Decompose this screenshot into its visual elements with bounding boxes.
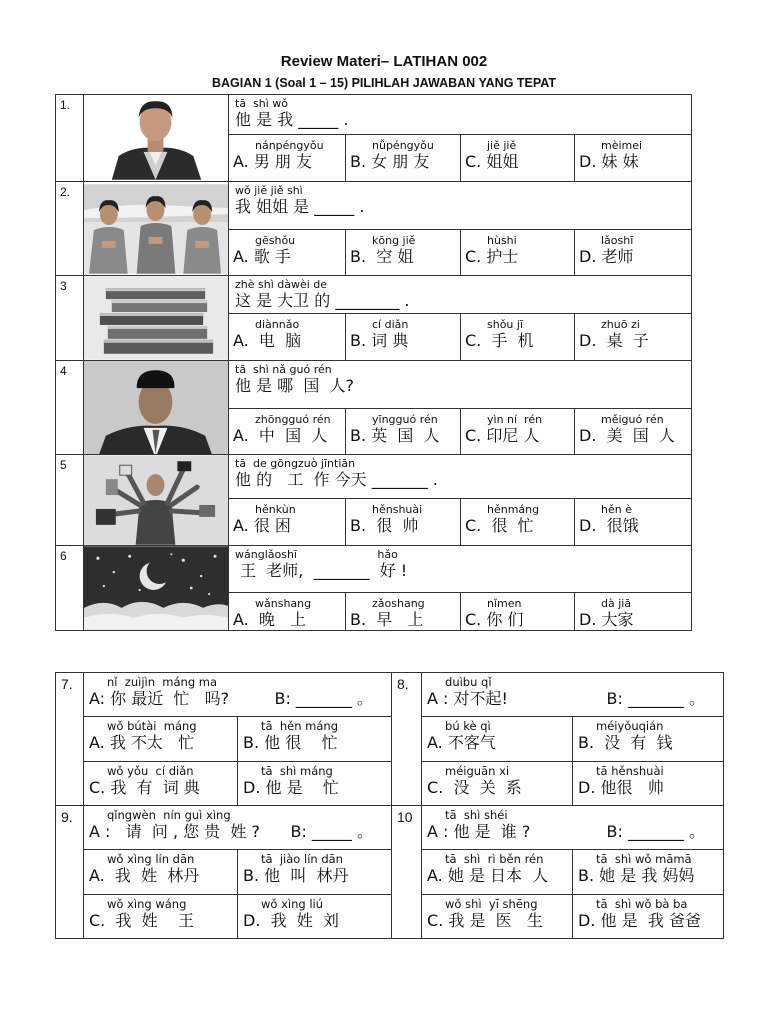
- options-row: [56, 762, 724, 806]
- answer-option[interactable]: [575, 229, 692, 276]
- man-portrait-image: [84, 95, 228, 181]
- option-hanzi: C. 我 姓 王: [89, 911, 194, 930]
- option-pinyin: hěn è: [601, 503, 632, 517]
- option-pinyin: zhuō zi: [601, 318, 640, 332]
- option-hanzi: C. 手 机: [465, 331, 534, 351]
- question-image: [84, 546, 229, 631]
- question-number: 3: [56, 276, 84, 361]
- option-pinyin: méiyǒuqián: [596, 719, 664, 733]
- flight-attendants-image: [84, 182, 228, 275]
- option-pinyin: méiguān xi: [445, 764, 510, 778]
- answer-option[interactable]: [84, 717, 238, 762]
- answer-option[interactable]: [238, 717, 392, 762]
- question-image: [84, 276, 229, 361]
- question-prompt: [229, 546, 692, 593]
- option-hanzi: D. 他 是 忙: [243, 778, 339, 797]
- answer-option[interactable]: [84, 895, 238, 939]
- option-pinyin: nánpéngyǒu: [255, 139, 324, 153]
- option-hanzi: A. 男 朋 友: [233, 152, 313, 172]
- option-pinyin: měiguó rén: [601, 412, 664, 426]
- answer-option[interactable]: [573, 895, 724, 939]
- question-pinyin: nǐ zuìjìn máng ma: [107, 675, 218, 689]
- option-hanzi: C. 你 们: [465, 609, 524, 629]
- question-pinyin: tā de gōngzuò jīntiān: [235, 457, 356, 470]
- speaker-a-line: A : 对不起!: [427, 689, 508, 708]
- option-pinyin: tā shì máng: [261, 764, 333, 778]
- question-hanzi: 我 姐姐 是 _____ .: [235, 197, 365, 216]
- question-number: 2.: [56, 182, 84, 276]
- option-hanzi: D. 他 是 我 爸爸: [578, 911, 701, 930]
- answer-option[interactable]: [346, 314, 461, 361]
- option-pinyin: zǎoshang: [372, 596, 425, 610]
- option-pinyin: zhōngguó rén: [255, 412, 331, 426]
- question-number: 7.: [56, 673, 84, 806]
- answer-option[interactable]: [84, 762, 238, 806]
- option-pinyin: tā shì wǒ bà ba: [596, 897, 688, 911]
- question-pinyin: wánglǎoshī hǎo: [235, 548, 398, 561]
- questions-table-part1: [55, 94, 692, 631]
- question-row: [56, 546, 692, 593]
- question-hanzi: 王 老师, _______ 好 !: [235, 561, 408, 580]
- answer-option[interactable]: [238, 850, 392, 895]
- answer-option[interactable]: [346, 499, 461, 546]
- answer-option[interactable]: [346, 408, 461, 455]
- option-hanzi: D. 老师: [579, 246, 634, 266]
- question-number: 5: [56, 455, 84, 546]
- option-pinyin: hùshi: [487, 233, 517, 247]
- option-hanzi: B. 他 很 忙: [243, 733, 338, 752]
- answer-option[interactable]: [575, 408, 692, 455]
- option-hanzi: B. 词 典: [350, 331, 409, 351]
- answer-option[interactable]: [422, 850, 573, 895]
- option-hanzi: D. 大家: [579, 609, 634, 629]
- option-hanzi: B. 空 姐: [350, 246, 414, 266]
- question-number: 10: [392, 806, 422, 939]
- question-pinyin: tā shì wǒ: [235, 97, 289, 110]
- option-pinyin: tā shì wǒ māmā: [596, 852, 692, 866]
- answer-option[interactable]: [573, 717, 724, 762]
- answer-option[interactable]: [575, 592, 692, 630]
- option-pinyin: wǒ yǒu cí diǎn: [107, 764, 194, 778]
- option-pinyin: nǐmen: [487, 596, 522, 610]
- option-hanzi: D. 他很 帅: [578, 778, 664, 797]
- option-hanzi: D. 妹 妹: [579, 152, 639, 172]
- question-pinyin: tā shì shéi: [445, 808, 508, 822]
- options-row: [56, 850, 724, 895]
- option-pinyin: yīngguó rén: [372, 412, 438, 426]
- dialog-prompt: [84, 673, 392, 717]
- question-row: [56, 806, 724, 850]
- option-hanzi: A. 我 不太 忙: [89, 733, 195, 752]
- option-pinyin: wǒ xìng liú: [261, 897, 324, 911]
- option-hanzi: C. 护士: [465, 246, 519, 266]
- option-pinyin: kōng jiě: [372, 233, 416, 247]
- option-pinyin: lǎoshī: [601, 233, 634, 247]
- answer-option[interactable]: [461, 408, 575, 455]
- answer-option[interactable]: [346, 229, 461, 276]
- answer-option[interactable]: [461, 314, 575, 361]
- answer-option[interactable]: [461, 135, 575, 182]
- answer-option[interactable]: [346, 135, 461, 182]
- dialog-prompt: [422, 673, 724, 717]
- option-pinyin: hěnshuài: [372, 503, 423, 517]
- question-prompt: [229, 455, 692, 499]
- questions-table-part2: [55, 672, 724, 939]
- speaker-a-line: A: 你 最近 忙 吗?: [89, 689, 230, 708]
- option-pinyin: jiě jiě: [487, 139, 517, 153]
- answer-option[interactable]: [461, 592, 575, 630]
- answer-option[interactable]: [575, 314, 692, 361]
- question-image: [84, 182, 229, 276]
- dialog-prompt: [84, 806, 392, 850]
- option-pinyin: wǒ xìng wáng: [107, 897, 187, 911]
- option-pinyin: wǒ xìng lín dān: [107, 852, 195, 866]
- option-pinyin: shǒu jī: [487, 318, 524, 332]
- option-hanzi: B. 早 上: [350, 609, 424, 629]
- question-pinyin: duìbu qǐ: [445, 675, 492, 689]
- option-pinyin: tā hěn máng: [261, 719, 339, 733]
- question-pinyin: wǒ jiě jiě shì: [235, 184, 303, 197]
- question-row: [56, 673, 724, 717]
- answer-option[interactable]: [229, 314, 346, 361]
- page-title: Review Materi– LATIHAN 002: [280, 53, 488, 70]
- answer-option[interactable]: [229, 229, 346, 276]
- option-pinyin: yìn ní rén: [487, 412, 543, 426]
- option-pinyin: hěnkùn: [255, 503, 296, 517]
- option-hanzi: C. 印尼 人: [465, 425, 540, 445]
- question-image: [84, 95, 229, 182]
- option-hanzi: A. 中 国 人: [233, 425, 328, 445]
- option-pinyin: hěnmáng: [487, 503, 540, 517]
- option-hanzi: A. 我 姓 林丹: [89, 866, 200, 885]
- option-hanzi: D. 桌 子: [579, 331, 649, 351]
- option-hanzi: C. 没 关 系: [427, 778, 522, 797]
- answer-option[interactable]: [229, 592, 346, 630]
- option-pinyin: gēshǒu: [255, 233, 296, 247]
- answer-option[interactable]: [573, 762, 724, 806]
- option-hanzi: A. 晚 上: [233, 609, 307, 629]
- answer-option[interactable]: [573, 850, 724, 895]
- answer-option[interactable]: [575, 135, 692, 182]
- option-hanzi: B. 没 有 钱: [578, 733, 673, 752]
- question-number: 8.: [392, 673, 422, 806]
- answer-option[interactable]: [422, 895, 573, 939]
- question-number: 9.: [56, 806, 84, 939]
- option-pinyin: diànnǎo: [255, 318, 300, 332]
- answer-option[interactable]: [346, 592, 461, 630]
- dialog-prompt: [422, 806, 724, 850]
- option-pinyin: dà jiā: [601, 596, 632, 610]
- question-row: [56, 276, 692, 314]
- section-heading: BAGIAN 1 (Soal 1 – 15) PILIHLAH JAWABAN YANG TEPAT: [211, 76, 557, 90]
- speaker-b-blank: B: _______ 。: [606, 822, 706, 841]
- option-pinyin: wǒ shì yī shēng: [445, 897, 538, 911]
- option-pinyin: mèimei: [601, 139, 643, 153]
- stack-of-books-image: [84, 276, 228, 360]
- question-prompt: [229, 182, 692, 230]
- question-number: 1.: [56, 95, 84, 182]
- option-pinyin: tā hěnshuài: [596, 764, 664, 778]
- options-row: [56, 895, 724, 939]
- question-prompt: [229, 95, 692, 135]
- answer-option[interactable]: [229, 408, 346, 455]
- option-hanzi: B. 她 是 我 妈妈: [578, 866, 695, 885]
- option-pinyin: bú kè qì: [445, 719, 491, 733]
- option-hanzi: B. 英 国 人: [350, 425, 440, 445]
- option-pinyin: cí diǎn: [372, 318, 409, 332]
- question-hanzi: 他 是 哪 国 人?: [235, 376, 355, 395]
- option-hanzi: D. 美 国 人: [579, 425, 675, 445]
- option-hanzi: A. 电 脑: [233, 331, 302, 351]
- option-pinyin: tā shì rì běn rén: [445, 852, 544, 866]
- answer-option[interactable]: [84, 850, 238, 895]
- option-pinyin: wǎnshang: [255, 596, 312, 610]
- speaker-b-blank: B: _____ 。: [290, 822, 374, 841]
- options-row: [56, 717, 724, 762]
- option-hanzi: D. 我 姓 刘: [243, 911, 339, 930]
- option-hanzi: B. 很 帅: [350, 516, 419, 536]
- option-hanzi: A. 歌 手: [233, 246, 291, 266]
- busy-businessman-image: [84, 455, 228, 545]
- speaker-b-blank: B: _______ 。: [606, 689, 706, 708]
- answer-option[interactable]: [238, 762, 392, 806]
- option-hanzi: B. 他 叫 林丹: [243, 866, 349, 885]
- question-row: [56, 455, 692, 499]
- question-hanzi: 他 的 工 作 今天 _______ .: [235, 470, 438, 489]
- option-hanzi: D. 很饿: [579, 516, 639, 536]
- answer-option[interactable]: [229, 135, 346, 182]
- option-pinyin: nǚpéngyǒu: [372, 139, 434, 153]
- answer-option[interactable]: [575, 499, 692, 546]
- question-row: [56, 361, 692, 409]
- option-hanzi: A. 她 是 日本 人: [427, 866, 549, 885]
- answer-option[interactable]: [461, 229, 575, 276]
- answer-option[interactable]: [422, 762, 573, 806]
- question-prompt: [229, 361, 692, 409]
- answer-option[interactable]: [461, 499, 575, 546]
- option-hanzi: C. 我 有 词 典: [89, 778, 200, 797]
- question-number: 4: [56, 361, 84, 455]
- question-image: [84, 361, 229, 455]
- question-row: [56, 95, 692, 135]
- question-pinyin: zhè shì dàwèi de: [235, 278, 328, 291]
- question-hanzi: 这 是 大卫 的 ________ .: [235, 291, 410, 310]
- answer-option[interactable]: [229, 499, 346, 546]
- option-hanzi: C. 姐姐: [465, 152, 519, 172]
- option-hanzi: C. 很 忙: [465, 516, 534, 536]
- option-hanzi: B. 女 朋 友: [350, 152, 430, 172]
- question-pinyin: qǐngwèn nín guì xìng: [107, 808, 231, 822]
- answer-option[interactable]: [238, 895, 392, 939]
- question-number: 6: [56, 546, 84, 631]
- question-prompt: [229, 276, 692, 314]
- speaker-b-blank: B: _______ 。: [274, 689, 374, 708]
- man-in-suit-image: [84, 361, 228, 454]
- option-pinyin: wǒ bútài máng: [107, 719, 197, 733]
- answer-option[interactable]: [422, 717, 573, 762]
- speaker-a-line: A : 请 问 , 您 贵 姓 ?: [89, 822, 260, 841]
- speaker-a-line: A : 他 是 谁 ?: [427, 822, 531, 841]
- option-pinyin: tā jiào lín dān: [261, 852, 343, 866]
- question-pinyin: tā shì nǎ guó rén: [235, 363, 332, 376]
- option-hanzi: A. 不客气: [427, 733, 496, 752]
- question-row: [56, 182, 692, 230]
- option-hanzi: A. 很 困: [233, 516, 291, 536]
- night-sky-moon-image: [84, 546, 228, 630]
- question-hanzi: 他 是 我 _____ .: [235, 110, 349, 129]
- question-image: [84, 455, 229, 546]
- option-hanzi: C. 我 是 医 生: [427, 911, 543, 930]
